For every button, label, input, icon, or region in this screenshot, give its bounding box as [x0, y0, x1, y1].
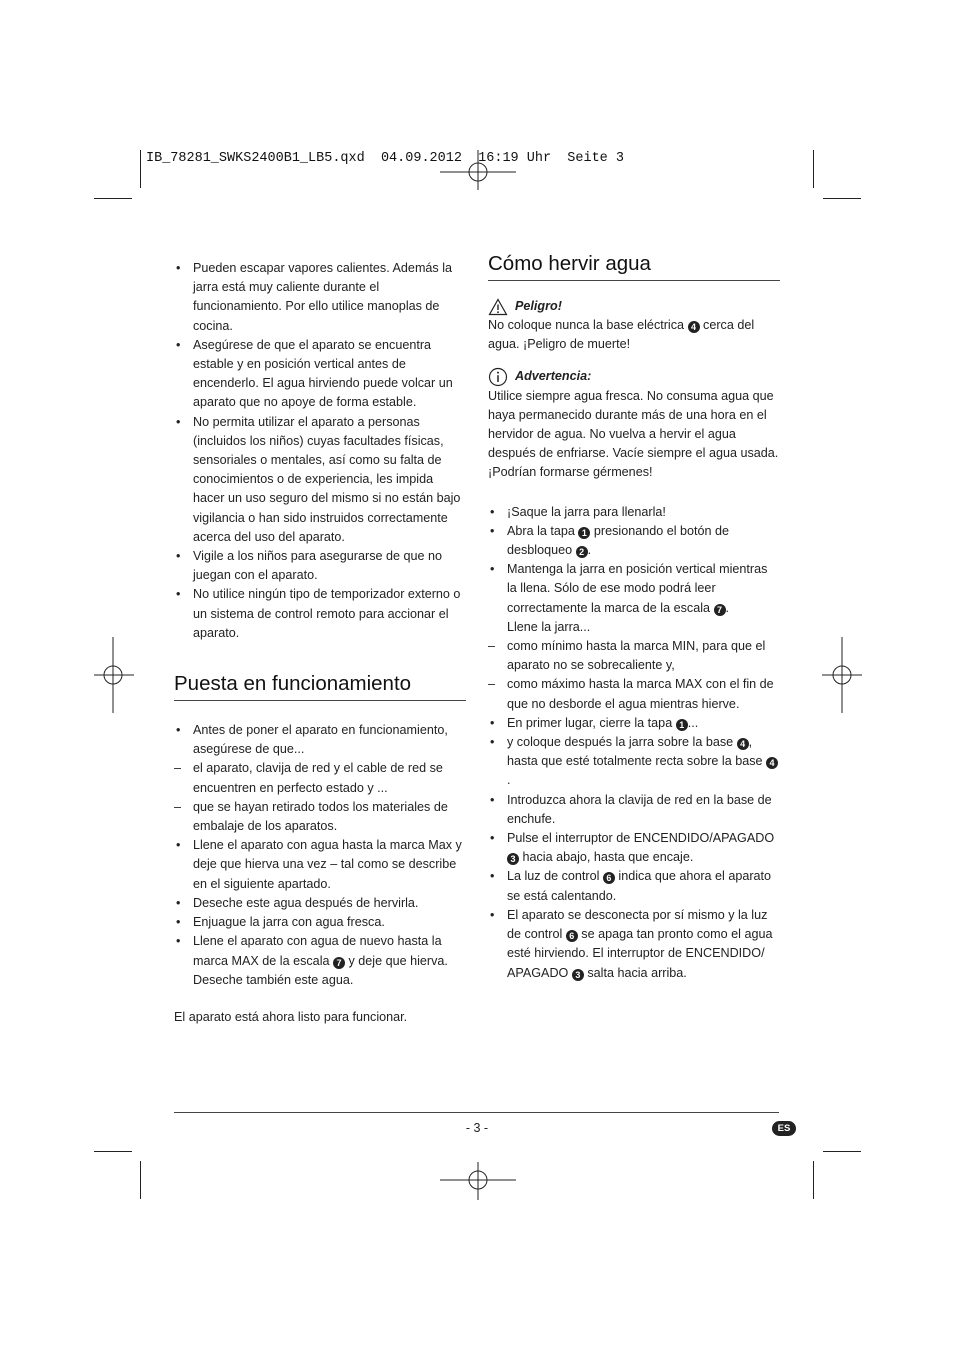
part-number-badge: 4 [688, 321, 700, 333]
danger-text: No coloque nunca la base eléctrica 4 cerca del agua. ¡Peligro de muerte! [488, 318, 755, 352]
crop-mark [94, 198, 132, 199]
section-title-setup: Puesta en funcionamiento [174, 671, 466, 701]
list-item: – como mínimo hasta la marca MIN, para que el aparato no se sobrecaliente y, [488, 637, 780, 675]
part-number-badge: 3 [507, 853, 519, 865]
footer-rule [174, 1112, 779, 1113]
list-item: • No utilice ningún tipo de temporizador externo o un sistema de control remoto para accionar el aparato. [174, 585, 466, 643]
info-icon [488, 367, 508, 387]
crop-mark [823, 198, 861, 199]
safety-list [174, 259, 466, 643]
list-item: • En primer lugar, cierre la tapa 1 ... [488, 714, 780, 733]
list-item: • Abra la tapa 1 presionando el botón de desbloqueo 2 . [488, 522, 780, 560]
part-number-badge: 6 [566, 930, 578, 942]
language-badge: ES [772, 1121, 796, 1136]
list-item: • Llene el aparato con agua hasta la marca Max y deje que hierva una vez – tal como se describe en el siguiente apartado. [174, 836, 466, 894]
closing-text: El aparato está ahora listo para funcionar. [174, 1009, 408, 1024]
crop-mark [94, 1151, 132, 1152]
list-item: • Asegúrese de que el aparato se encuentra estable y en posición vertical antes de encenderlo. El agua hirviendo puede volcar un aparato que no apoye de forma estable. [174, 336, 466, 413]
setup-list [174, 721, 466, 990]
part-number-badge: 4 [766, 757, 778, 769]
registration-mark-icon [440, 150, 516, 190]
list-item: • Pulse el interruptor de ENCENDIDO/APAGADO 3 hacia abajo, hasta que encaje. [488, 829, 780, 867]
print-slug: IB_78281_SWKS2400B1_LB5.qxd 04.09.2012 16:19 Uhr Seite 3 [146, 151, 624, 166]
list-item: • Antes de poner el aparato en funcionamiento, asegúrese de que... [174, 721, 466, 759]
part-number-badge: 1 [676, 719, 688, 731]
crop-mark [823, 1151, 861, 1152]
part-number-badge: 4 [737, 738, 749, 750]
danger-heading: Peligro! [488, 297, 780, 316]
list-item: • Llene el aparato con agua de nuevo hasta la marca MAX de la escala 7 y deje que hierva. Deseche también este agua. [174, 932, 466, 990]
warning-triangle-icon [488, 298, 508, 316]
list-item: – que se hayan retirado todos los materiales de embalaje de los aparatos. [174, 798, 466, 836]
part-number-badge: 3 [572, 969, 584, 981]
list-item: • Mantenga la jarra en posición vertical mientras la llena. Sólo de ese modo podrá leer correctamente la marca de la escala 7 . Llene la jarra... [488, 560, 780, 637]
registration-mark-icon [94, 637, 134, 713]
registration-mark-icon [822, 637, 862, 713]
crop-mark [813, 150, 814, 188]
crop-mark [140, 1161, 141, 1199]
warning-heading: Advertencia: [488, 367, 780, 387]
list-item: – como máximo hasta la marca MAX con el fin de que no desborde el agua mientras hierve. [488, 675, 780, 713]
part-number-badge: 7 [714, 604, 726, 616]
part-number-badge: 7 [333, 957, 345, 969]
right-column [488, 251, 780, 983]
warning-text: Utilice siempre agua fresca. No consuma agua que haya permanecido durante más de una hora en el hervidor de agua. No vuelva a hervir el agua después de enfriarse. Vacíe siempre el agua usada. ¡Podrían formarse gérmenes! [488, 388, 779, 480]
part-number-badge: 1 [578, 527, 590, 539]
section-title-boil-water: Cómo hervir agua [488, 251, 780, 281]
page-number: - 3 - [465, 1121, 489, 1135]
list-item: • Vigile a los niños para asegurarse de que no juegan con el aparato. [174, 547, 466, 585]
list-item: • La luz de control 6 indica que ahora el aparato se está calentando. [488, 867, 780, 905]
crop-mark [813, 1161, 814, 1199]
left-column [174, 259, 466, 1027]
part-number-badge: 6 [603, 872, 615, 884]
registration-mark-icon [440, 1162, 516, 1200]
crop-mark [140, 150, 141, 188]
list-item: • ¡Saque la jarra para llenarla! [488, 503, 780, 522]
list-item: • y coloque después la jarra sobre la base 4 , hasta que esté totalmente recta sobre la base 4. [488, 733, 780, 791]
list-item: • Introduzca ahora la clavija de red en la base de enchufe. [488, 791, 780, 829]
list-item: • Deseche este agua después de hervirla. [174, 894, 466, 913]
list-item: • El aparato se desconecta por sí mismo y la luz de control 6 se apaga tan pronto como el agua esté hirviendo. El interruptor de ENCENDIDO/ APAGADO 3 salta hacia arriba. [488, 906, 780, 983]
list-item: • No permita utilizar el aparato a personas (incluidos los niños) cuyas facultades físicas, sensoriales o mentales, así como su falta de conocimientos o de experiencia, les impida hacer un uso seguro del mismo si no están bajo vigilancia o han sido instruidos correctamente acerca del uso del aparato. [174, 413, 466, 547]
part-number-badge: 2 [576, 546, 588, 558]
list-item: • Enjuague la jarra con agua fresca. [174, 913, 466, 932]
list-item: – el aparato, clavija de red y el cable de red se encuentren en perfecto estado y ... [174, 759, 466, 797]
list-item: • Pueden escapar vapores calientes. Además la jarra está muy caliente durante el funcionamiento. Por ello utilice manoplas de cocina. [174, 259, 466, 336]
boil-steps-list [488, 503, 780, 983]
